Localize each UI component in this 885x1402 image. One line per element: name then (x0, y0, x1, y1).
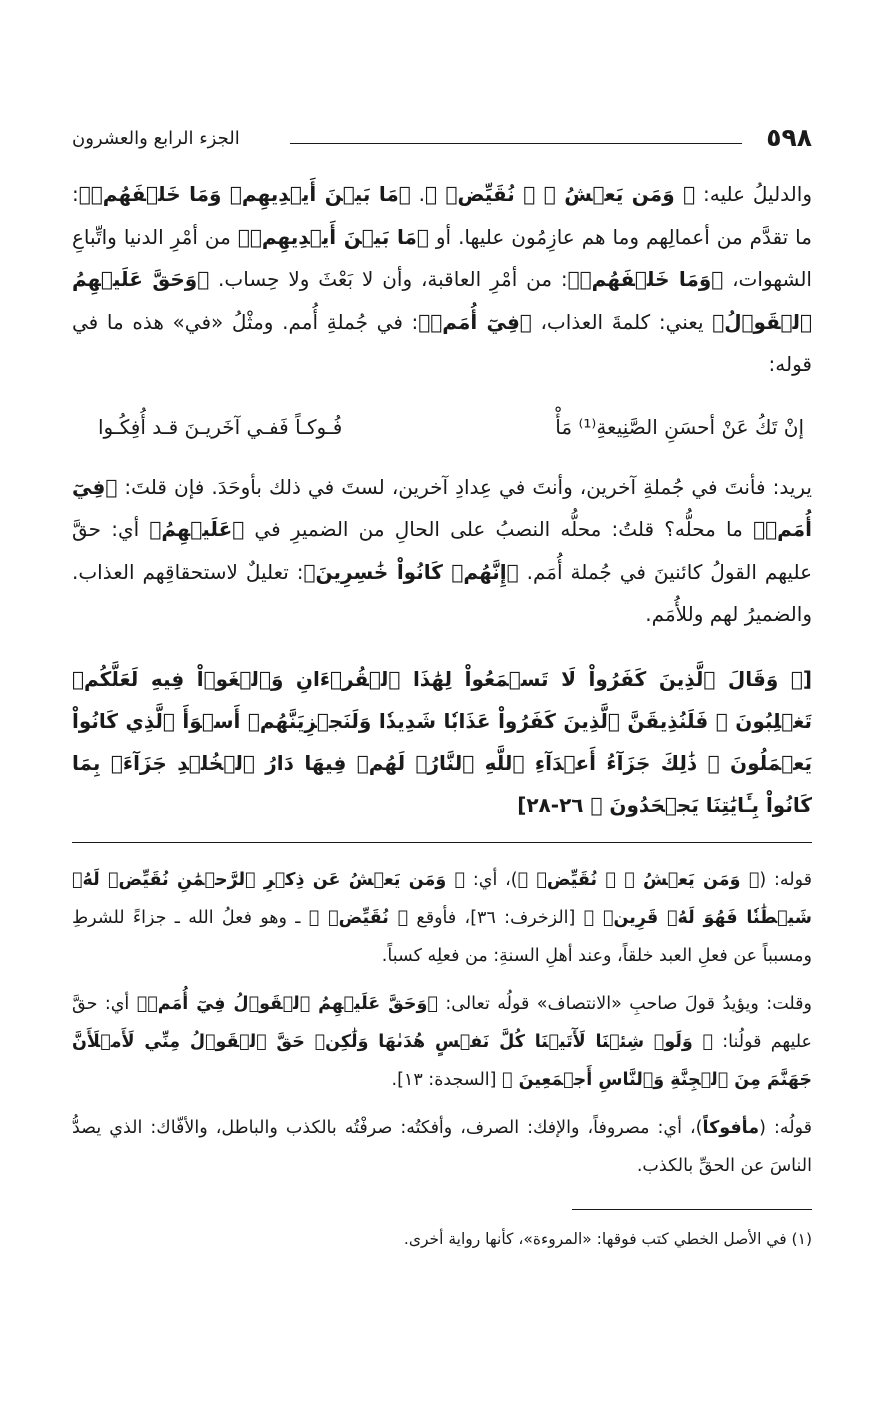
book-page (72, 115, 812, 1305)
running-title: الجزء الرابع والعشرون (72, 128, 240, 149)
commentary-note-1 (72, 861, 812, 975)
text-span: : في جُملةِ أُمم. ومثْلُ «في» هذه ما في قوله: (72, 309, 812, 376)
paragraph-2 (72, 466, 812, 636)
text-span: [الزخرف: ٣٦]، فأوقع (408, 907, 584, 928)
quran-quote: ﴿وَمَا خَلۡفَهُمۡ﴾ (567, 267, 724, 291)
quran-quote: ﴿مَا بَيۡنَ أَيۡدِيهِمۡ وَمَا خَلۡفَهُمۡ﴾ (78, 182, 411, 206)
text-span: . (410, 182, 425, 206)
commentary-note-3 (72, 1109, 812, 1185)
quran-quote: ﴿مَا بَيۡنَ أَيۡدِيهِمۡ﴾ (237, 224, 429, 249)
text-span: أي: حقَّ عليهم قولُنا: (72, 993, 812, 1052)
quran-quote: ﴿إِنَّهُمۡ كَانُواْ خَٰسِرِينَ﴾ (303, 559, 519, 584)
text-span: أي: حقَّ عليهم القولُ كائنينَ في جُملة أُمَم. (72, 517, 813, 584)
text-span: ما محلُّه؟ قلتُ: محلُّه النصبُ على الحالِ من الضميرِ في (244, 517, 754, 541)
verse-first-hemistich: إنْ تَكُ عَنْ أحسَنِ الصَّنِيعةِ⁽¹⁾ مَأْ (555, 414, 804, 439)
quran-quote: ﴿ وَمَن يَعۡشُ ﴾ ﴿ نُقَيِّضۡ ﴾ (517, 869, 760, 890)
text-span: : ما تقدَّم من أعمالِهم وما هم عازِمُون عليها. أو (72, 182, 812, 249)
footnote-separator (572, 1209, 812, 1210)
text-span: )، أي: (465, 869, 518, 890)
text-span: والدليلُ عليه: (695, 182, 812, 206)
text-span: قوله: ( (759, 869, 812, 890)
text-span: يريد: فأنتَ في جُملةِ آخرين، وأنتَ في عِدادِ آخرين، لستَ في ذلك بأوحَدَ. فإن قلتَ: (117, 474, 812, 499)
text-span: )، أي: مصروفاً، والإفك: الصرف، وأفكتُه: صرفْتُه بالكذب والباطل، والأفّاك: الذي يصدُّ الناسَ عن الحقِّ بالكذب. (72, 1117, 812, 1176)
text-span: من أمْرِ الدنيا واتِّباعِ الشهوات، (72, 224, 812, 291)
header-rule (290, 143, 742, 144)
quran-quote: ﴿ وَلَوۡ شِئۡنَا لَأٓتَيۡنَا كُلَّ نَفۡسٍ هُدَىٰهَا وَلَٰكِنۡ حَقَّ ٱلۡقَوۡلُ مِنِّي لَأَمۡلَأَنَّ جَهَنَّمَ مِنَ ٱلۡجِنَّةِ وَٱلنَّاسِ أَجۡمَعِينَ ﴾ (72, 1031, 812, 1090)
commentary-separator (72, 842, 812, 843)
text-span: : من أمْرِ العاقبة، وأن لا بَعْثَ ولا حِساب. (209, 267, 568, 291)
page-number: ٥٩٨ (766, 123, 812, 152)
text-span: وقلت: ويؤيدُ قولَ صاحبِ «الانتصاف» قولُه تعالى: (437, 993, 812, 1014)
quran-quote: ﴿ وَمَن يَعۡشُ ﴾ ﴿ نُقَيِّضۡ ﴾ (424, 182, 696, 206)
main-text (72, 173, 812, 1254)
text-span: ـ وهو فعلُ الله ـ جزاءً للشرطِ ومسبباً عن فعلِ العبد خلقاً، وعند أهلِ السنةِ: من فعلِه كسباً. (72, 907, 812, 966)
quran-quote: ﴿فِيٓ أُمَمٖ﴾ (72, 474, 812, 541)
quran-quote: ﴿وَحَقَّ عَلَيۡهِمُ ٱلۡقَوۡلُ﴾ (72, 267, 812, 334)
quran-quote: ﴿عَلَيۡهِمُ﴾ (149, 517, 245, 541)
quran-quote: ﴿ نُقَيِّضۡ ﴾ (308, 907, 409, 928)
quran-quote: ﴿وَحَقَّ عَلَيۡهِمُ ٱلۡقَوۡلُ فِيٓ أُمَمٖ﴾ (136, 993, 438, 1014)
quran-verses-block: [﴿ وَقَالَ ٱلَّذِينَ كَفَرُواْ لَا تَسۡمَعُواْ لِهَٰذَا ٱلۡقُرۡءَانِ وَٱلۡغَوۡاْ فِيهِ لَعَلَّكُمۡ تَغۡلِبُونَ ۞ فَلَنُذِيقَنَّ ٱلَّذِينَ كَفَرُواْ عَذَابٗا شَدِيدٗا وَلَنَجۡزِيَنَّهُمۡ أَسۡوَأَ ٱلَّذِي كَانُواْ يَعۡمَلُونَ ۞ ذَٰلِكَ جَزَآءُ أَعۡدَآءِ ٱللَّهِ ٱلنَّارُۖ لَهُمۡ فِيهَا دَارُ ٱلۡخُلۡدِ جَزَآءَۢ بِمَا كَانُواْ بِـَٔايَٰتِنَا يَجۡحَدُونَ ﴾ ٢٦-٢٨] (72, 666, 812, 817)
quran-quote: ﴿فِيٓ أُمَمٖ﴾ (418, 309, 532, 334)
footnote: (١) في الأصل الخطي كتب فوقها: «المروءة»، كأنها رواية أخرى. (403, 1229, 812, 1248)
text-span: : تعليلٌ لاستحقاقِهم العذاب. والضميرُ لهم وللأُمَم. (72, 559, 812, 626)
poetry-verse (72, 406, 812, 448)
paragraph-1 (72, 173, 812, 386)
commentary-note-2 (72, 985, 812, 1099)
quoted-word: مأفوكاً (702, 1117, 760, 1138)
text-span: [السجدة: ١٣]. (391, 1069, 503, 1090)
text-span: يعني: كلمةَ العذاب، (531, 309, 713, 334)
running-header (72, 121, 812, 155)
quran-quote: ﴿ وَمَن يَعۡشُ عَن ذِكۡرِ ٱلرَّحۡمَٰنِ نُقَيِّضۡ لَهُۥ شَيۡطَٰنٗا فَهُوَ لَهُۥ قَرِينٞ ﴾ (72, 869, 812, 928)
text-span: قولُه: ( (759, 1117, 812, 1138)
verse-second-hemistich: فُـوكـاً فَفـي آخَريـنَ قـد أُفِكُـوا (98, 414, 343, 439)
